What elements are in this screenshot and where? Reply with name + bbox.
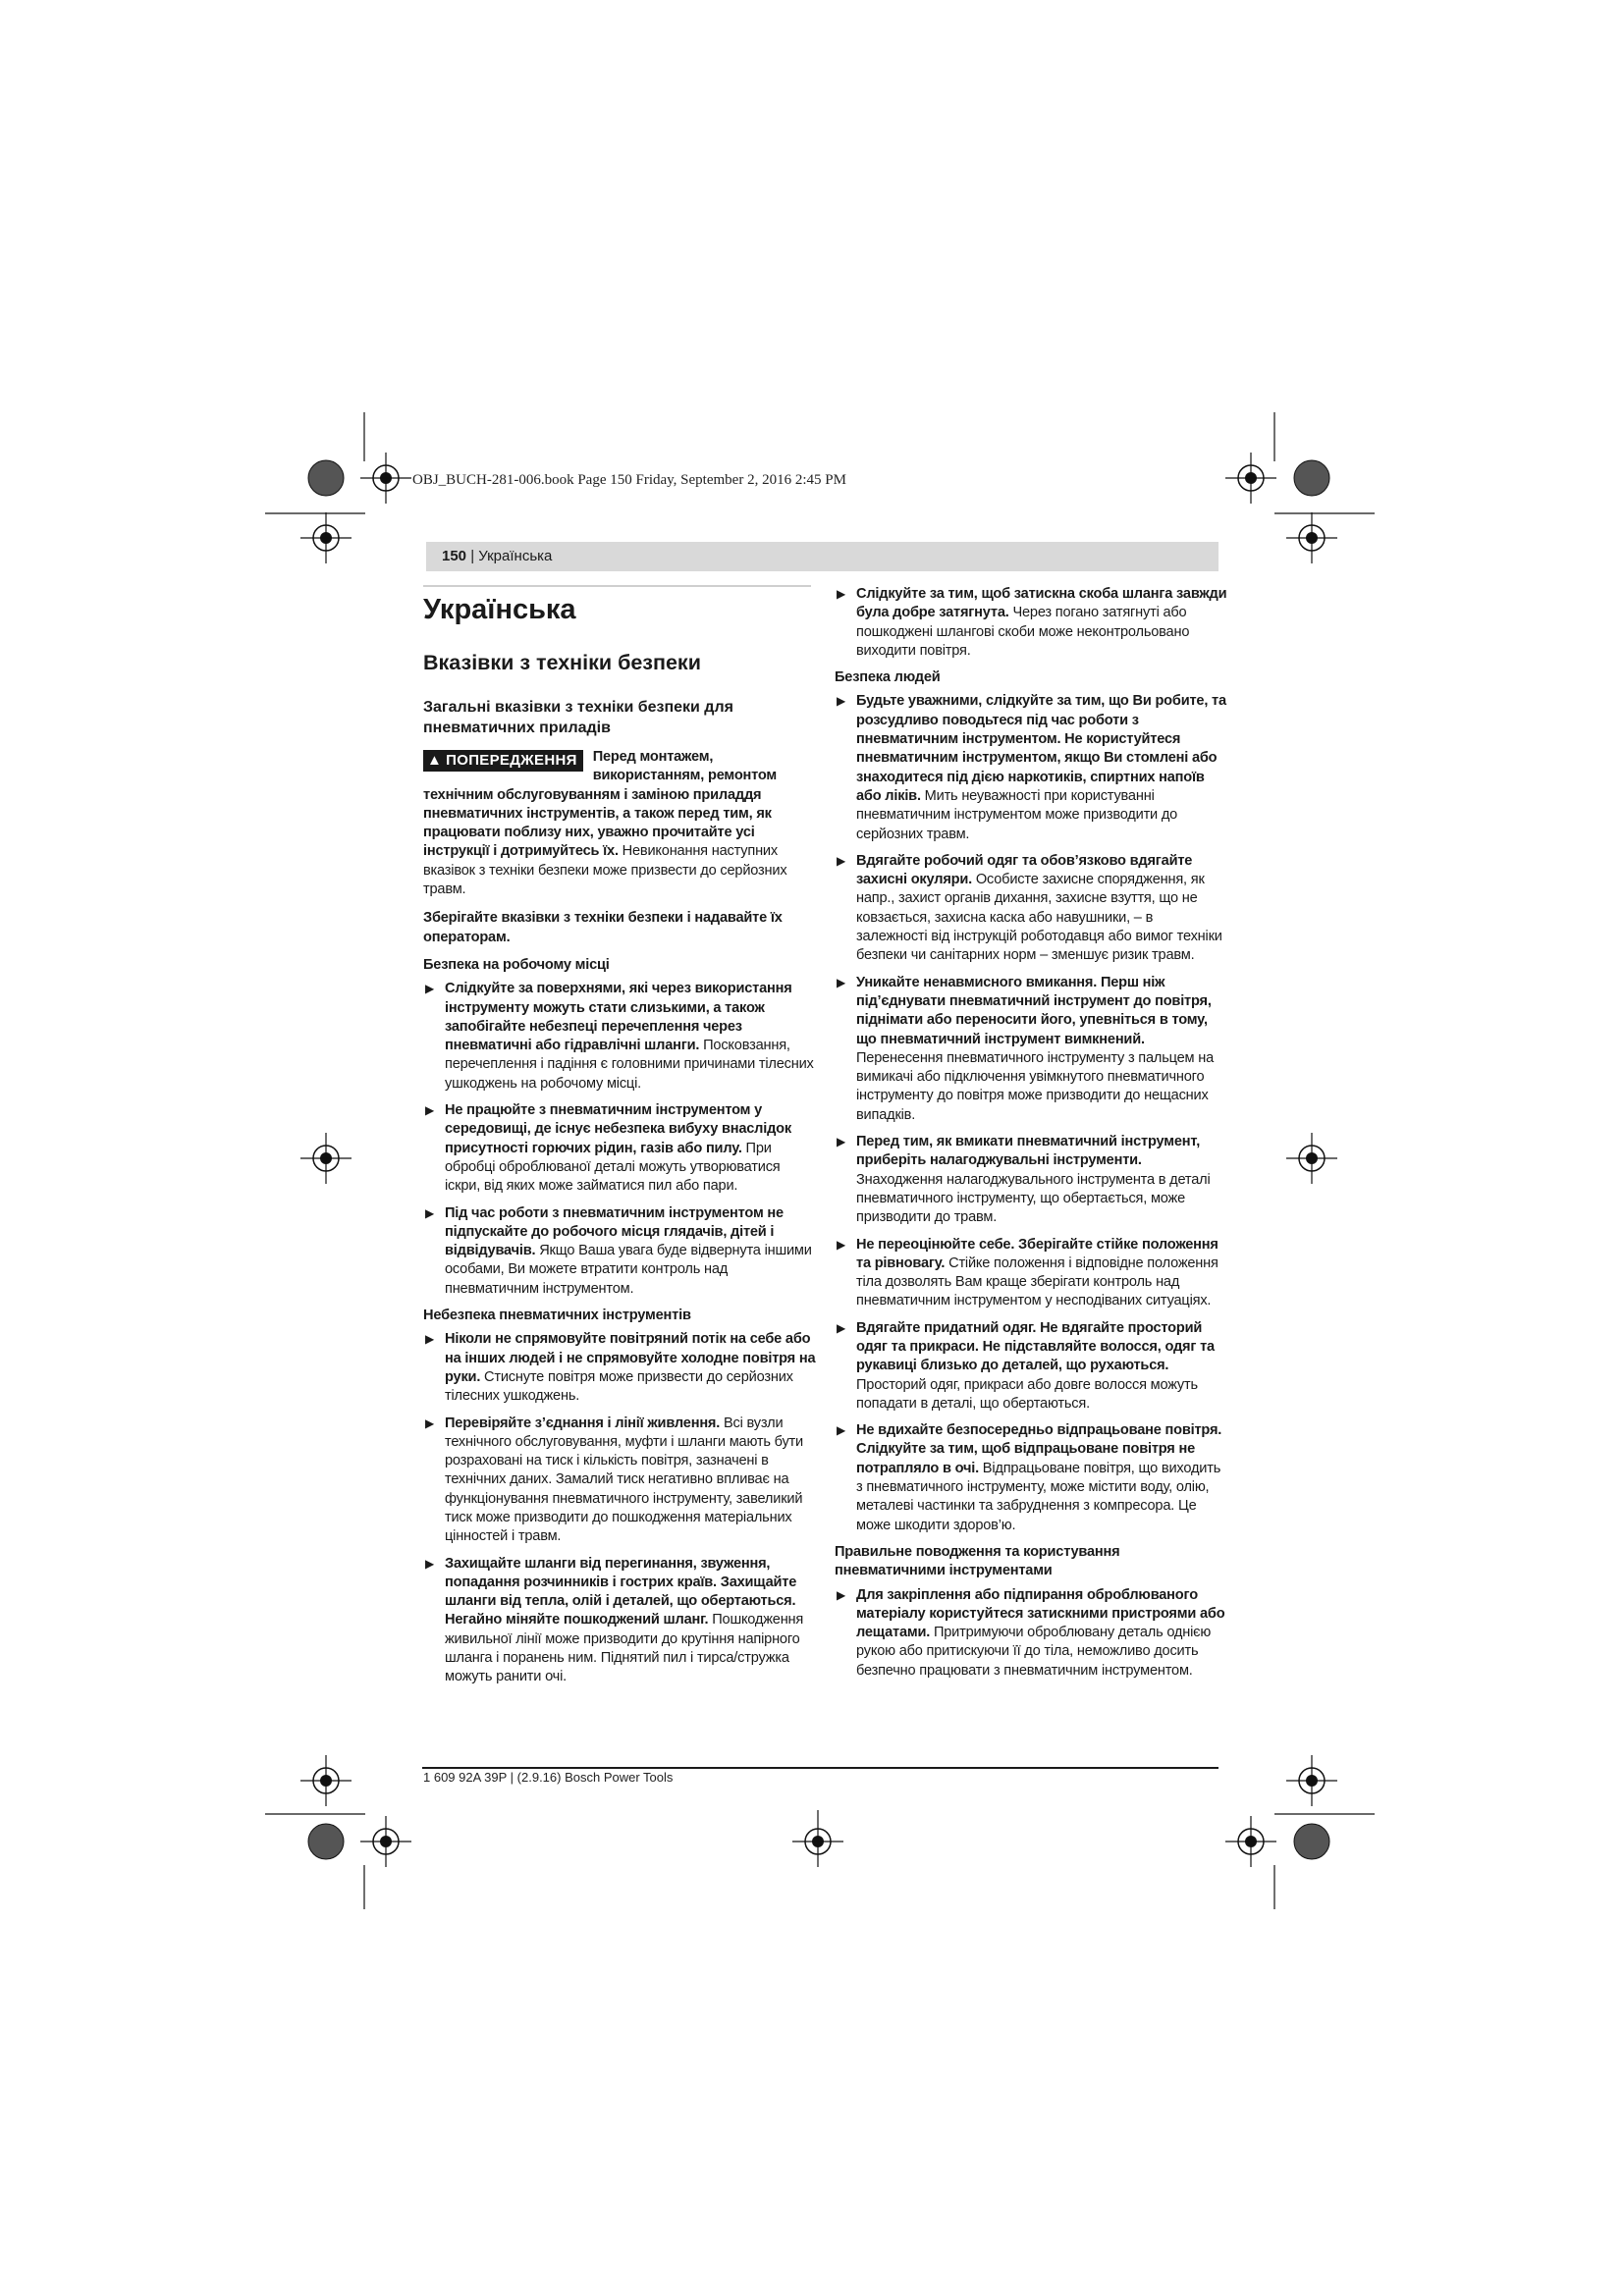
warning-triangle-icon: ▲ <box>427 752 443 769</box>
hose-list <box>835 585 1227 661</box>
header-language: Українська <box>478 548 553 564</box>
workplace-list <box>423 980 816 1299</box>
item-bold: Ніколи не спрямовуйте повітряний потік на себе або на інших людей і не спрямовуйте холодне повітря на руки. <box>445 1331 816 1385</box>
bullet-arrow-icon: ▶ <box>837 694 846 709</box>
bullet-arrow-icon: ▶ <box>425 1205 435 1220</box>
list-item <box>835 1133 1227 1227</box>
page-number: 150 <box>442 548 467 564</box>
subsection-title: Загальні вказівки з техніки безпеки для пневматичних приладів <box>423 699 733 736</box>
item-bold: Перевіряйте з’єднання і лінії живлення. <box>445 1415 721 1431</box>
item-bold: Слідкуйте за тим, щоб затискна скоба шланга завжди була добре затягнута. <box>856 586 1227 621</box>
bullet-arrow-icon: ▶ <box>837 975 846 989</box>
warning-paragraph <box>423 748 816 899</box>
list-item <box>835 1236 1227 1311</box>
item-text: Відпрацьоване повітря, що виходить з пневматичного інструменту, може містити воду, олію, металеві частинки та забруднення з компресора. Це може шкодити здоров’ю. <box>856 1460 1221 1533</box>
item-text: Знаходження налагоджувального інструмента в деталі пневматичного інструменту, що обертається, може призводити до травм. <box>856 1171 1211 1226</box>
item-text: Якщо Ваша увага буде відвернута іншими особами, Ви можете втратити контроль над пневматичним інструментом. <box>445 1243 812 1297</box>
warning-badge-label: ПОПЕРЕДЖЕННЯ <box>446 752 577 769</box>
item-text: Через погано затягнуті або пошкоджені шлангові скоби може неконтрольовано виходити повітря. <box>856 605 1190 659</box>
footer: 1 609 92A 39P | (2.9.16) Bosch Power Tools <box>423 1770 674 1785</box>
title-rule <box>423 585 811 587</box>
item-text: Притримуючи оброблювану деталь однією рукою або притискуючи її до тіла, неможливо досить безпечно працювати з пневматичним інструментом. <box>856 1625 1212 1679</box>
list-item <box>835 1421 1227 1535</box>
list-item <box>835 852 1227 966</box>
section-heading-pneumatic-hazards: Небезпека пневматичних інструментів <box>423 1308 691 1324</box>
item-text: Пошкодження живильної лінії може призводити до крутіння напірного шланга і поранень ним. Піднятий пил і тирса/стружка можуть ранити очі. <box>445 1612 804 1685</box>
item-text: Стиснуте повітря може призвести до серйозних тілесних ушкоджень. <box>445 1368 793 1405</box>
item-text: Особисте захисне спорядження, як напр., захист органів дихання, захисне взуття, що не ковзається, захисна каска або навушники, – в залежності від інструкцій роботодавця або вимог техніки безпеки чи санітарних норм – зменшує ризик травм. <box>856 872 1222 964</box>
item-bold: Не вдихайте безпосередньо відпрацьоване повітря. Слідкуйте за тим, щоб відпрацьоване повітря не потрапляло в очі. <box>856 1422 1222 1476</box>
bullet-arrow-icon: ▶ <box>425 982 435 996</box>
item-text: Посковзання, перечеплення і падіння є головними причинами тілесних ушкоджень на робочому місці. <box>445 1038 814 1092</box>
list-item <box>423 1204 816 1299</box>
item-text: Мить неуважності при користуванні пневматичним інструментом може призводити до серйозних травм. <box>856 787 1178 842</box>
item-bold: Вдягайте придатний одяг. Не вдягайте просторий одяг та прикраси. Не підставляйте волосся, одяг та рукавиці близько до деталей, що рухаються. <box>856 1319 1215 1374</box>
list-item <box>423 1555 816 1687</box>
page-title: Українська <box>423 594 576 625</box>
bullet-arrow-icon: ▶ <box>837 1423 846 1438</box>
bullet-arrow-icon: ▶ <box>837 1135 846 1149</box>
item-text: Всі вузли технічного обслуговування, муфти і шланги мають бути розраховані на тиск і кількість повітря, зазначені в технічних даних. Замалий тиск негативно впливає на функціонування пневматичного інструменту, завеликий тиск може призводити до пошкодження матеріальних цінностей і травм. <box>445 1415 803 1545</box>
list-item <box>835 692 1227 843</box>
list-item <box>835 974 1227 1125</box>
bullet-arrow-icon: ▶ <box>425 1415 435 1430</box>
print-slug: OBJ_BUCH-281-006.book Page 150 Friday, September 2, 2016 2:45 PM <box>412 472 846 488</box>
item-bold: Захищайте шланги від перегинання, звуження, попадання розчинників і гострих країв. Захищайте шланги від тепла, олій і деталей, що обертаються. Негайно міняйте пошкоджений шланг. <box>445 1555 797 1629</box>
bullet-arrow-icon: ▶ <box>837 1320 846 1335</box>
warning-bold: Перед монтажем, використанням, ремонтом технічним обслуговуванням і заміною приладдя пневматичних інструментів, а також перед тим, як працювати поблизу них, уважно прочитайте усі інструкції і дотримуйтесь їх. <box>423 749 778 860</box>
item-text: При обробці оброблюваної деталі можуть утворюватися іскри, від яких може займатися пил або пари. <box>445 1140 781 1195</box>
bullet-arrow-icon: ▶ <box>425 1332 435 1347</box>
list-item <box>423 1415 816 1547</box>
bullet-arrow-icon: ▶ <box>837 587 846 601</box>
item-bold: Під час роботи з пневматичним інструментом не підпускайте до робочого місця глядачів, дітей і відвідувачів. <box>445 1204 784 1259</box>
item-bold: Будьте уважними, слідкуйте за тим, що Ви робите, та розсудливо поводьтеся під час роботи з пневматичним інструментом. Не користуйтеся пневматичним інструментом, якщо Ви стомлені або знаходитеся під дією наркотиків, спиртних напоїв або ліків. <box>856 693 1226 804</box>
bullet-arrow-icon: ▶ <box>837 1587 846 1602</box>
item-bold: Уникайте ненавмисного вмикання. Перш ніж під’єднувати пневматичний інструмент до повітря, піднімати або переносити його, упевніться в тому, що пневматичний інструмент вимкнений. <box>856 974 1212 1047</box>
section-heading-workplace: Безпека на робочому місці <box>423 956 610 973</box>
warning-text: Невиконання наступних вказівок з техніки безпеки може призвести до серйозних травм. <box>423 843 787 898</box>
personal-safety-list <box>835 692 1227 1534</box>
list-item <box>423 1330 816 1406</box>
left-column <box>423 585 816 1695</box>
list-item <box>423 980 816 1094</box>
item-text: Перенесення пневматичного інструменту з пальцем на вимикачі або підключення увімкнутого пневматичного інструменту до повітря може призводити до нещасних випадків. <box>856 1049 1215 1123</box>
footer-rule <box>422 1767 1218 1769</box>
item-text: Стійке положення і відповідне положення тіла дозволять Вам краще зберігати контроль над пневматичним інструментом у несподіваних ситуаціях. <box>856 1255 1218 1309</box>
proper-use-list <box>835 1586 1227 1681</box>
section-heading-personal-safety: Безпека людей <box>835 669 941 686</box>
keep-note <box>423 909 816 947</box>
running-header <box>426 542 1218 571</box>
item-text: Просторий одяг, прикраси або довге волосся можуть попадати в деталі, що обертаються. <box>856 1376 1198 1412</box>
right-column <box>835 585 1227 1688</box>
item-bold: Не переоцінюйте себе. Зберігайте стійке положення та рівновагу. <box>856 1236 1218 1271</box>
list-item <box>835 585 1227 661</box>
list-item <box>423 1101 816 1196</box>
bullet-arrow-icon: ▶ <box>837 853 846 868</box>
item-bold: Слідкуйте за поверхнями, які через використання інструменту можуть стати слизькими, а також запобігайте небезпеці перечеплення через пневматичні або гідравлічні шланги. <box>445 981 792 1054</box>
item-bold: Перед тим, як вмикати пневматичний інструмент, приберіть налагоджувальні інструменти. <box>856 1134 1201 1169</box>
bullet-arrow-icon: ▶ <box>425 1103 435 1118</box>
warning-badge <box>423 750 583 772</box>
header-separator: | <box>466 548 479 564</box>
item-bold: Для закріплення або підпирання оброблюваного матеріалу користуйтеся затискними пристроями або лещатами. <box>856 1586 1225 1641</box>
list-item <box>835 1586 1227 1681</box>
bullet-arrow-icon: ▶ <box>425 1556 435 1571</box>
item-bold: Не працюйте з пневматичним інструментом у середовищі, де існує небезпека вибуху внаслідок присутності горючих рідин, газів або пилу. <box>445 1102 791 1156</box>
section-title: Вказівки з техніки безпеки <box>423 651 701 674</box>
bullet-arrow-icon: ▶ <box>837 1237 846 1252</box>
section-heading-proper-use: Правильне поводження та користування пневматичними інструментами <box>835 1543 1120 1579</box>
list-item <box>835 1319 1227 1414</box>
keep-note-text: Зберігайте вказівки з техніки безпеки і надавайте їх операторам. <box>423 910 783 945</box>
item-bold: Вдягайте робочий одяг та обов’язково вдягайте захисні окуляри. <box>856 852 1193 888</box>
hazards-list <box>423 1330 816 1686</box>
